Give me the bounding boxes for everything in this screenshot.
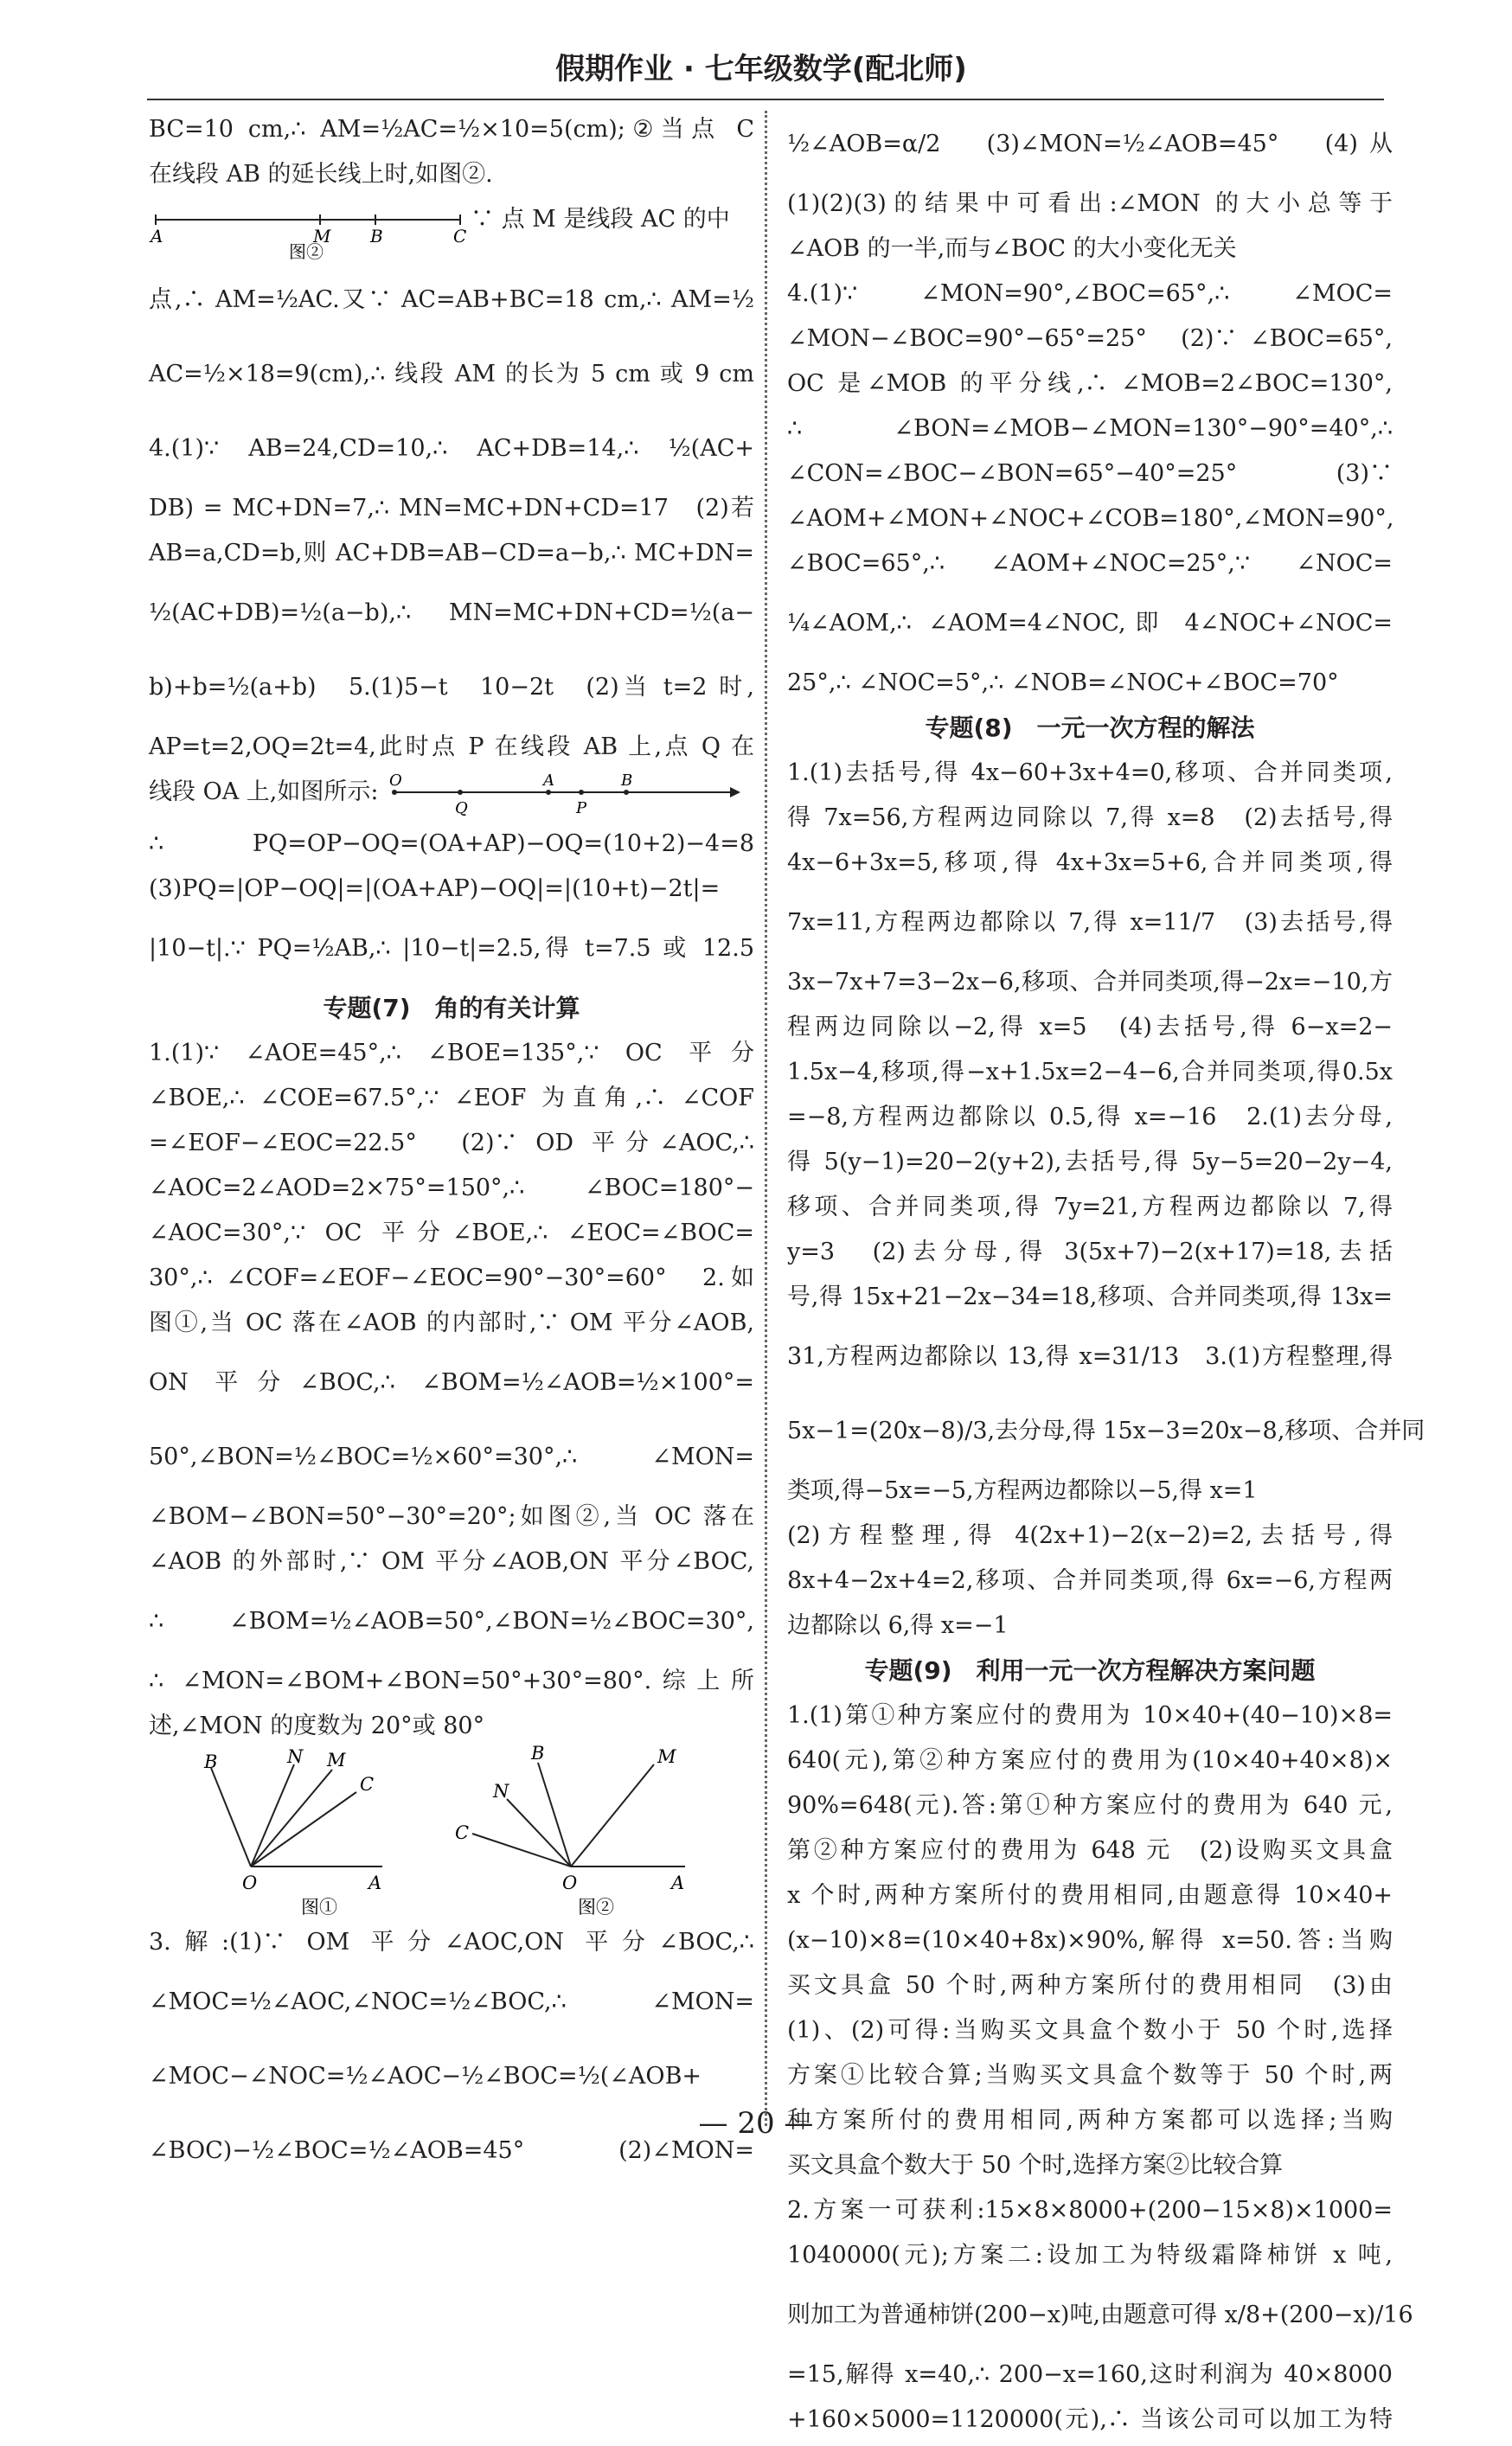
text-line: ∴ ∠BON=∠MOB−∠MON=130°−90°=40°,∴ <box>787 415 1393 442</box>
text-line: (x−10)×8=(10×40+8x)×90%,解得 x=50.答:当购 <box>787 1927 1393 1954</box>
section-title-9: 专题(9) 利用一元一次方程解决方案问题 <box>864 1656 1316 1685</box>
text-line: AP=t=2,OQ=2t=4,此时点 P 在线段 AB 上,点 Q 在 <box>149 733 754 760</box>
text-line: ∴ ∠BOM=½∠AOB=50°,∠BON=½∠BOC=30°, <box>149 1608 754 1635</box>
text-line: =∠EOF−∠EOC=22.5° (2)∵ OD 平分∠AOC,∴ <box>149 1130 754 1156</box>
label-b: B <box>204 1751 218 1772</box>
text-line: 8x+4−2x+4=2,移项、合并同类项,得 6x=−6,方程两 <box>787 1567 1393 1594</box>
text-line: ∠BOC)−½∠BOC=½∠AOB=45° (2)∠MON= <box>149 2137 754 2164</box>
number-line <box>384 773 765 818</box>
point-label-a: A <box>151 226 163 247</box>
text-line: 方案①比较合算;当购买文具盒个数等于 50 个时,两 <box>787 2062 1393 2089</box>
text-line: 则加工为普通柿饼(200−x)吨,由题意可得 x/8+(200−x)/16 <box>787 2302 1413 2328</box>
label-m: M <box>657 1746 676 1767</box>
text-line: 在线段 AB 的延长线上时,如图②. <box>149 161 493 188</box>
text-line: ∠BOE,∴ ∠COE=67.5°,∵ ∠EOF 为直角,∴ ∠COF <box>149 1085 754 1111</box>
point-label-p: P <box>576 799 587 817</box>
text-line: 4.(1)∵ AB=24,CD=10,∴ AC+DB=14,∴ ½(AC+ <box>149 435 754 462</box>
text-line: 1.5x−4,移项,得−x+1.5x=2−4−6,合并同类项,得0.5x <box>787 1059 1393 1085</box>
text-line: AC=½×18=9(cm),∴ 线段 AM 的长为 5 cm 或 9 cm <box>149 361 754 387</box>
point-label-b: B <box>370 226 383 247</box>
text-line: 1.(1)∵ ∠AOE=45°,∴ ∠BOE=135°,∵ OC 平分 <box>149 1040 754 1066</box>
text-line: 4x−6+3x=5,移项,得 4x+3x=5+6,合并同类项,得 <box>787 849 1393 876</box>
text-line: 得 7x=56,方程两边同除以 7,得 x=8 (2)去括号,得 <box>787 804 1393 831</box>
text-line: ∠AOB 的外部时,∵ OM 平分∠AOB,ON 平分∠BOC, <box>149 1548 754 1575</box>
text-line: ½∠AOB=α/2 (3)∠MON=½∠AOB=45° (4)从 <box>787 131 1393 157</box>
label-n: N <box>287 1746 304 1767</box>
text-line: 第②种方案应付的费用为 648 元 (2)设购买文具盒 <box>787 1837 1393 1864</box>
text-line: ∠AOM+∠MON+∠NOC+∠COB=180°,∠MON=90°, <box>787 505 1394 532</box>
text-line: 图①,当 OC 落在∠AOB 的内部时,∵ OM 平分∠AOB, <box>149 1309 754 1336</box>
text-line: 1.(1)去括号,得 4x−60+3x+4=0,移项、合并同类项, <box>787 759 1393 786</box>
point-label-o: O <box>389 772 402 790</box>
point-label-m: M <box>313 226 331 247</box>
text-line: (1)、(2)可得:当购买文具盒个数小于 50 个时,选择 <box>787 2017 1393 2044</box>
text-line: 线段 OA 上,如图所示: <box>149 778 379 805</box>
text-line: 得 5(y−1)=20−2(y+2),去括号,得 5y−5=20−2y−4, <box>787 1149 1393 1175</box>
text-line: ∠MOC=½∠AOC,∠NOC=½∠BOC,∴ ∠MON= <box>149 1988 754 2015</box>
text-line: 1.(1)第①种方案应付的费用为 10×40+(40−10)×8= <box>787 1702 1393 1729</box>
text-line: ∠AOC=30°,∵ OC 平分∠BOE,∴ ∠EOC=∠BOC= <box>149 1220 754 1246</box>
text-line: BC=10 cm,∴ AM=½AC=½×10=5(cm);②当点 C <box>149 116 754 143</box>
section-title-7: 专题(7) 角的有关计算 <box>323 994 580 1022</box>
point-label-b: B <box>621 772 633 790</box>
label-n: N <box>493 1781 509 1802</box>
text-line: 3.解:(1)∵ OM 平分∠AOC,ON 平分∠BOC,∴ <box>149 1929 754 1956</box>
segment-figure-2 <box>149 201 754 262</box>
angle-diagram <box>149 1743 754 1918</box>
text-line: ON 平分∠BOC,∴ ∠BOM=½∠AOB=½×100°= <box>149 1369 754 1396</box>
text-line: (1)(2)(3)的结果中可看出:∠MON 的大小总等于 <box>787 190 1393 217</box>
text-line: 640(元),第②种方案应付的费用为(10×40+40×8)× <box>787 1747 1393 1774</box>
point-label-a: A <box>543 772 554 790</box>
text-line: 30°,∴ ∠COF=∠EOF−∠EOC=90°−30°=60° 2.如 <box>149 1265 754 1291</box>
page-number: — 20 — <box>698 2106 814 2141</box>
label-b: B <box>531 1743 545 1764</box>
text-line: ∠BOC=65°,∴ ∠AOM+∠NOC=25°,∵ ∠NOC= <box>787 550 1393 577</box>
label-m: M <box>327 1750 346 1770</box>
text-line: =15,解得 x=40,∴ 200−x=160,这时利润为 40×8000 <box>787 2361 1393 2388</box>
label-o: O <box>562 1873 578 1893</box>
text-line: 买文具盒个数大于 50 个时,选择方案②比较合算 <box>787 2152 1284 2179</box>
label-a: A <box>671 1873 685 1893</box>
text-line: 点,∴ AM=½AC.又∵ AC=AB+BC=18 cm,∴ AM=½ <box>149 286 754 313</box>
point-label-c: C <box>453 226 467 247</box>
text-line: +160×5000=1120000(元),∴ 当该公司可以加工为特 <box>787 2406 1393 2433</box>
text-line: OC 是∠MOB 的平分线,∴ ∠MOB=2∠BOC=130°, <box>787 370 1393 397</box>
label-a: A <box>368 1873 382 1893</box>
angle-figure-2 <box>455 1743 685 1918</box>
label-c: C <box>360 1774 375 1795</box>
right-column <box>787 111 1426 2446</box>
text-line: 4.(1)∵ ∠MON=90°,∠BOC=65°,∴ ∠MOC= <box>787 280 1393 307</box>
text-line: AB=a,CD=b,则 AC+DB=AB−CD=a−b,∴ MC+DN= <box>149 540 754 567</box>
text-line: 边都除以 6,得 x=−1 <box>787 1612 1009 1639</box>
text-line: ∠MOC−∠NOC=½∠AOC−½∠BOC=½(∠AOB+ <box>149 2063 702 2090</box>
text-line: ∠CON=∠BOC−∠BON=65°−40°=25° (3)∵ <box>787 460 1393 487</box>
figure-caption: 图① <box>301 1897 337 1918</box>
text-line: 25°,∴ ∠NOC=5°,∴ ∠NOB=∠NOC+∠BOC=70° <box>787 669 1339 696</box>
text-line: 类项,得−5x=−5,方程两边都除以−5,得 x=1 <box>787 1477 1258 1504</box>
text-line: (3)PQ=|OP−OQ|=|(OA+AP)−OQ|=|(10+t)−2t|= <box>149 875 721 902</box>
text-line: ∠AOC=2∠AOD=2×75°=150°,∴ ∠BOC=180°− <box>149 1175 754 1201</box>
column-divider <box>765 111 767 2126</box>
text-line: ∠AOB 的一半,而与∠BOC 的大小变化无关 <box>787 235 1237 262</box>
text-line: 3x−7x+7=3−2x−6,移项、合并同类项,得−2x=−10,方 <box>787 969 1393 996</box>
page-header: 假期作业 · 七年级数学(配北师) <box>555 52 967 86</box>
text-line: y=3 (2)去分母,得 3(5x+7)−2(x+17)=18,去括 <box>787 1239 1393 1265</box>
section-title-8: 专题(8) 一元一次方程的解法 <box>925 714 1255 742</box>
text-line: 程两边同除以−2,得 x=5 (4)去括号,得 6−x=2− <box>787 1014 1393 1041</box>
angle-figure-1 <box>203 1746 382 1918</box>
text-line: DB) = MC+DN=7,∴ MN=MC+DN+CD=17 (2)若 <box>149 495 754 522</box>
text-line: ∴ ∠MON=∠BOM+∠BON=50°+30°=80°.综上所 <box>149 1668 754 1694</box>
left-column <box>149 111 754 2192</box>
text-line: (2)方程整理,得 4(2x+1)−2(x−2)=2,去括号,得 <box>787 1522 1393 1549</box>
text-line: b)+b=½(a+b) 5.(1)5−t 10−2t (2)当 t=2 时, <box>149 674 754 701</box>
text-line: 1040000(元);方案二:设加工为特级霜降柿饼 x 吨, <box>787 2242 1393 2269</box>
text-line: ∠BOM−∠BON=50°−30°=20°;如图②,当 OC 落在 <box>149 1503 754 1530</box>
angle-figures <box>149 1743 754 1918</box>
label-o: O <box>242 1873 258 1893</box>
text-line: x 个时,两种方案所付的费用相同,由题意得 10×40+ <box>787 1882 1393 1909</box>
text-line: 31,方程两边都除以 13,得 x=31/13 3.(1)方程整理,得 <box>787 1343 1393 1370</box>
text-line: ½(AC+DB)=½(a−b),∴ MN=MC+DN+CD=½(a− <box>149 599 754 626</box>
text-line: 90%=648(元).答:第①种方案应付的费用为 640 元, <box>787 1792 1393 1819</box>
point-label-q: Q <box>455 799 468 817</box>
figure-caption: 图② <box>578 1897 614 1918</box>
text-line: ∴ PQ=OP−OQ=(OA+AP)−OQ=(10+2)−4=8 <box>149 830 754 857</box>
text-line: ¼∠AOM,∴ ∠AOM=4∠NOC,即 4∠NOC+∠NOC= <box>787 610 1393 637</box>
text-line: 移项、合并同类项,得 7y=21,方程两边都除以 7,得 <box>787 1194 1393 1220</box>
header-rule <box>147 99 1384 100</box>
text-line: 7x=11,方程两边都除以 7,得 x=11/7 (3)去括号,得 <box>787 909 1393 936</box>
text-line: 号,得 15x+21−2x−34=18,移项、合并同类项,得 13x= <box>787 1284 1393 1310</box>
label-c: C <box>455 1822 470 1843</box>
text-line: =−8,方程两边都除以 0.5,得 x=−16 2.(1)去分母, <box>787 1104 1393 1130</box>
text-line: ∠MON−∠BOC=90°−65°=25° (2)∵ ∠BOC=65°, <box>787 325 1393 352</box>
figure-caption: 图② <box>289 241 324 262</box>
text-line: 种方案所付的费用相同,两种方案都可以选择;当购 <box>787 2107 1393 2134</box>
text-line: 买文具盒 50 个时,两种方案所付的费用相同 (3)由 <box>787 1972 1393 1999</box>
text-line: 2.方案一可获利:15×8×8000+(200−15×8)×1000= <box>787 2197 1393 2224</box>
text-line: 50°,∠BON=½∠BOC=½×60°=30°,∴ ∠MON= <box>149 1444 754 1470</box>
text-line: 述,∠MON 的度数为 20°或 80° <box>149 1713 485 1739</box>
text-line: ∵ 点 M 是线段 AC 的中 <box>471 206 730 233</box>
text-line: |10−t|.∵ PQ=½AB,∴ |10−t|=2.5,得 t=7.5 或 12.5 <box>149 935 754 962</box>
text-line: 5x−1=(20x−8)/3,去分母,得 15x−3=20x−8,移项、合并同 <box>787 1418 1426 1444</box>
number-line-figure <box>149 773 754 818</box>
